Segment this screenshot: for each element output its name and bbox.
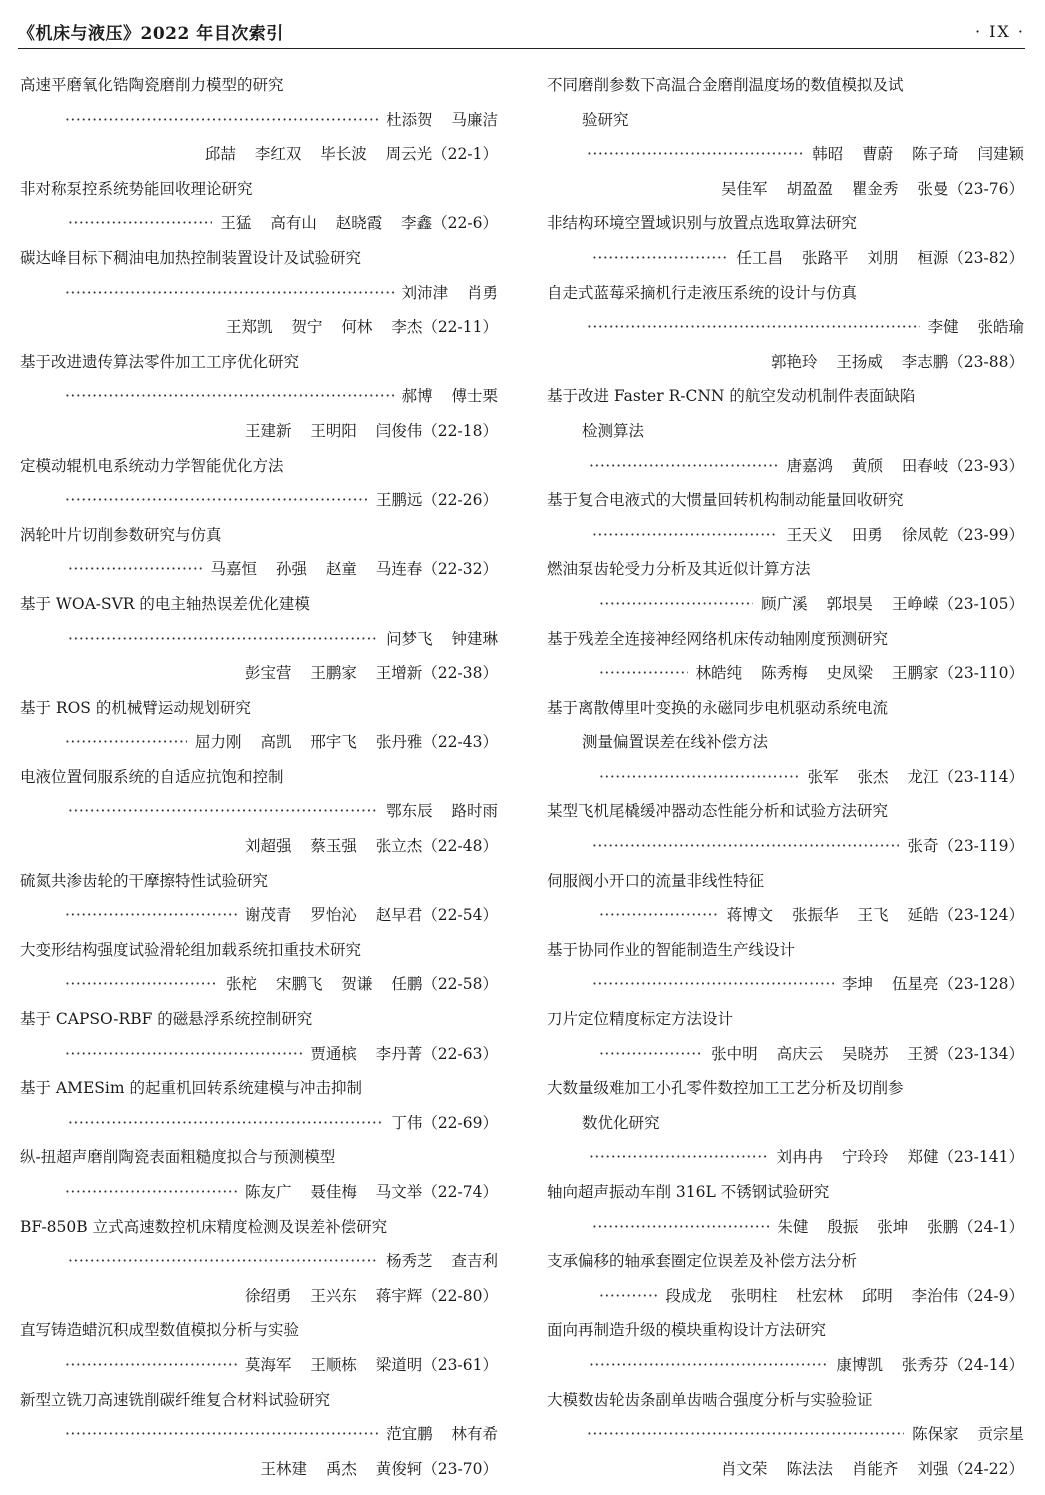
authors-continued: 徐绍勇 王兴东 蒋宇辉（22-80）: [244, 1286, 498, 1305]
authors: 段成龙 张明柱 杜宏林 邱明 李治伟（24-9）: [665, 1286, 1024, 1305]
article-title: 纵-扭超声磨削陶瓷表面粗糙度拟合与预测模型: [20, 1148, 336, 1167]
authors: 贾通槟 李丹菁（22-63）: [310, 1044, 498, 1063]
author-line: [547, 518, 1024, 553]
authors: 刘冉冉 宁玲玲 郑健（23-141）: [776, 1148, 1024, 1167]
authors: 李健 张皓瑜: [927, 318, 1024, 337]
authors: 顾广溪 郭垠昊 王峥嵘（23-105）: [761, 594, 1024, 613]
authors-continued: 邱喆 李红双 毕长波 周云光（22-1）: [204, 145, 498, 164]
article-title: 非对称泵控系统势能回收理论研究: [20, 179, 253, 198]
dot-leader: [587, 137, 804, 172]
authors-continued: 王林建 禹杰 黄俊轲（23-70）: [260, 1459, 498, 1478]
authors-continued: 刘超强 蔡玉强 张立杰（22-48）: [244, 837, 498, 856]
article-title: 高速平磨氧化锆陶瓷磨削力模型的研究: [20, 76, 284, 94]
author-line: [20, 1037, 498, 1072]
article-title: 涡轮叶片切削参数研究与仿真: [20, 525, 222, 544]
authors: 林皓纯 陈秀梅 史凤梁 王鹏家（23-110）: [695, 664, 1024, 683]
dot-leader: [68, 1244, 378, 1279]
authors: 康博凯 张秀芬（24-14）: [836, 1355, 1024, 1374]
article-title: 硫氮共渗齿轮的干摩擦特性试验研究: [20, 871, 269, 890]
authors: 张柁 宋鹏飞 贺谦 任鹏（22-58）: [226, 975, 498, 994]
article-title: 基于改进遗传算法零件加工工序优化研究: [20, 352, 300, 371]
authors: 陈保家 贡宗星: [912, 1425, 1024, 1444]
article-title: 大模数齿轮齿条副单齿啮合强度分析与实验验证: [547, 1390, 873, 1409]
authors: 陈友广 聂佳梅 马文举（22-74）: [244, 1183, 498, 1201]
dot-leader: [599, 760, 800, 795]
article-title: 自走式蓝莓采摘机行走液压系统的设计与仿真: [547, 283, 858, 302]
author-line: [547, 1140, 1024, 1175]
author-line: [547, 656, 1024, 691]
dot-leader: [65, 379, 394, 414]
dot-leader: [68, 794, 378, 829]
article-title: 基于改进 Faster R-CNN 的航空发动机制件表面缺陷: [547, 387, 916, 406]
article-title: 刀片定位精度标定方法设计: [547, 1010, 734, 1029]
authors: 郝博 傅士栗: [401, 387, 498, 406]
dot-leader: [589, 1348, 828, 1383]
dot-leader: [65, 898, 237, 933]
author-line: [20, 1106, 498, 1141]
authors: 王天义 田勇 徐凤乾（23-99）: [786, 525, 1024, 544]
author-line: [20, 206, 498, 241]
dot-leader: [68, 552, 203, 587]
dot-leader: [65, 967, 218, 1002]
author-line: [20, 898, 498, 933]
article-title-continued: 数优化研究: [582, 1113, 660, 1132]
authors: 杨秀芝 查吉利: [386, 1252, 498, 1271]
dot-leader: [68, 622, 378, 657]
article-title: 电液位置伺服系统的自适应抗饱和控制: [20, 767, 284, 786]
author-line: [20, 379, 498, 414]
dot-leader: [592, 241, 729, 276]
article-title: 某型飞机尾橇缓冲器动态性能分析和试验方法研究: [547, 802, 889, 821]
author-line: [20, 103, 498, 138]
article-title: 燃油泵齿轮受力分析及其近似计算方法: [547, 560, 811, 579]
author-line: [20, 483, 498, 518]
article-title: 新型立铣刀高速铣削碳纤维复合材料试验研究: [20, 1390, 331, 1409]
dot-leader: [65, 103, 378, 138]
author-line: [547, 137, 1024, 172]
article-title: BF-850B 立式高速数控机床精度检测及误差补偿研究: [20, 1217, 388, 1236]
article-title: 大数量级难加工小孔零件数控加工工艺分析及切削参: [547, 1079, 904, 1098]
author-line: [20, 1175, 498, 1210]
author-line: [547, 829, 1024, 864]
authors: 张奇（23-119）: [907, 837, 1024, 856]
author-line: [547, 449, 1024, 484]
article-title: 伺服阀小开口的流量非线性特征: [547, 871, 765, 890]
author-line: [547, 1210, 1024, 1245]
author-line: [547, 310, 1024, 345]
dot-leader: [599, 1037, 703, 1072]
author-line: [20, 794, 498, 829]
authors: 蒋博文 张振华 王飞 延皓（23-124）: [726, 906, 1024, 925]
article-title: 不同磨削参数下高温合金磨削温度场的数值模拟及试: [547, 76, 904, 94]
running-header: [18, 14, 1025, 49]
dot-leader: [65, 725, 187, 760]
article-title: 面向再制造升级的模块重构设计方法研究: [547, 1321, 827, 1340]
dot-leader: [599, 587, 753, 622]
page-number: · IX ·: [974, 21, 1025, 41]
authors-continued: 郭艳玲 王扬威 李志鹏（23-88）: [770, 352, 1024, 371]
dot-leader: [587, 1417, 904, 1452]
author-line: [20, 1417, 498, 1452]
article-title-continued: 检测算法: [582, 421, 645, 440]
authors: 王鹏远（22-26）: [375, 491, 498, 510]
article-title: 基于离散傅里叶变换的永磁同步电机驱动系统电流: [547, 698, 889, 717]
author-line: [20, 967, 498, 1002]
authors-continued: 彭宝营 王鹏家 王增新（22-38）: [244, 664, 498, 683]
authors-continued: 吴佳军 胡盈盈 瞿金秀 张曼（23-76）: [721, 179, 1024, 198]
dot-leader: [65, 1175, 237, 1210]
article-title: 定模动辊机电系统动力学智能优化方法: [20, 456, 284, 475]
dot-leader: [587, 310, 920, 345]
dot-leader: [65, 1348, 237, 1383]
dot-leader: [599, 1279, 657, 1314]
authors: 韩昭 曹蔚 陈子琦 闫建颖: [812, 145, 1024, 164]
article-title: 基于残差全连接神经网络机床传动轴刚度预测研究: [547, 629, 889, 648]
dot-leader: [592, 518, 778, 553]
authors: 李坤 伍星亮（23-128）: [842, 975, 1024, 994]
authors: 鄂东辰 路时雨: [386, 802, 498, 821]
journal-title: 《机床与液压》2022 年目次索引: [18, 23, 284, 44]
authors: 朱健 殷振 张坤 张鹏（24-1）: [777, 1217, 1024, 1236]
authors: 屈力刚 高凯 邢宇飞 张丹雅（22-43）: [195, 733, 498, 752]
article-title: 直写铸造蜡沉积成型数值模拟分析与实验: [20, 1321, 300, 1340]
authors: 莫海军 王顺栋 梁道明（23-61）: [244, 1355, 498, 1374]
authors: 唐嘉鸿 黄颀 田春岐（23-93）: [786, 456, 1024, 475]
authors: 丁伟（22-69）: [391, 1113, 498, 1132]
author-line: [547, 1037, 1024, 1072]
author-line: [547, 1279, 1024, 1314]
article-title-continued: 测量偏置误差在线补偿方法: [582, 733, 769, 752]
author-line: [547, 1417, 1024, 1452]
author-line: [547, 898, 1024, 933]
authors: 问梦飞 钟建琳: [386, 629, 498, 648]
authors: 杜添贺 马廉洁: [386, 110, 498, 129]
author-line: [547, 1348, 1024, 1383]
author-line: [547, 587, 1024, 622]
dot-leader: [592, 829, 899, 864]
authors: 范宜鹏 林有希: [386, 1425, 498, 1444]
dot-leader: [589, 1140, 769, 1175]
right-column: [547, 68, 1024, 1486]
dot-leader: [65, 1417, 378, 1452]
author-line: [20, 552, 498, 587]
authors-continued: 王郑凯 贺宁 何林 李杰（22-11）: [226, 318, 498, 337]
author-line: [547, 241, 1024, 276]
author-line: [20, 622, 498, 657]
dot-leader: [599, 898, 719, 933]
dot-leader: [65, 1037, 302, 1072]
authors-continued: 王建新 王明阳 闫俊伟（22-18）: [244, 421, 498, 440]
article-title: 基于 AMESim 的起重机回转系统建模与冲击抑制: [20, 1079, 363, 1098]
authors: 谢茂青 罗怡沁 赵早君（22-54）: [244, 906, 498, 925]
article-title: 基于 CAPSO-RBF 的磁悬浮系统控制研究: [20, 1010, 313, 1029]
dot-leader: [65, 483, 368, 518]
authors-continued: 肖文荣 陈法法 肖能齐 刘强（24-22）: [721, 1459, 1024, 1478]
authors: 任工昌 张路平 刘朋 桓源（23-82）: [736, 248, 1024, 267]
article-title: 基于复合电液式的大惯量回转机构制动能量回收研究: [547, 491, 904, 510]
article-title: 非结构环境空置域识别与放置点选取算法研究: [547, 214, 858, 233]
authors: 王猛 高有山 赵晓霞 李鑫（22-6）: [220, 214, 498, 233]
dot-leader: [589, 449, 778, 484]
authors: 刘沛津 肖勇: [401, 283, 498, 302]
article-title: 基于 WOA-SVR 的电主轴热误差优化建模: [20, 594, 310, 613]
dot-leader: [599, 656, 688, 691]
dot-leader: [592, 967, 834, 1002]
author-line: [20, 1244, 498, 1279]
article-title: 支承偏移的轴承套圈定位误差及补偿方法分析: [547, 1252, 858, 1271]
dot-leader: [68, 206, 212, 241]
author-line: [20, 1348, 498, 1383]
left-column: [20, 68, 498, 1486]
authors: 张军 张杰 龙江（23-114）: [807, 767, 1024, 786]
article-title: 基于协同作业的智能制造生产线设计: [547, 940, 796, 959]
article-title-continued: 验研究: [582, 110, 629, 129]
dot-leader: [68, 1106, 383, 1141]
author-line: [547, 967, 1024, 1002]
article-title: 大变形结构强度试验滑轮组加载系统扣重技术研究: [20, 940, 362, 959]
dot-leader: [65, 276, 394, 311]
author-line: [547, 760, 1024, 795]
author-line: [20, 725, 498, 760]
dot-leader: [592, 1210, 769, 1245]
article-title: 碳达峰目标下稠油电加热控制装置设计及试验研究: [20, 248, 362, 267]
article-title: 轴向超声振动车削 316L 不锈钢试验研究: [547, 1183, 830, 1201]
author-line: [20, 276, 498, 311]
authors: 马嘉恒 孙强 赵童 马连春（22-32）: [210, 560, 498, 579]
article-title: 基于 ROS 的机械臂运动规划研究: [20, 698, 251, 717]
authors: 张中明 高庆云 吴晓苏 王赟（23-134）: [711, 1044, 1024, 1063]
